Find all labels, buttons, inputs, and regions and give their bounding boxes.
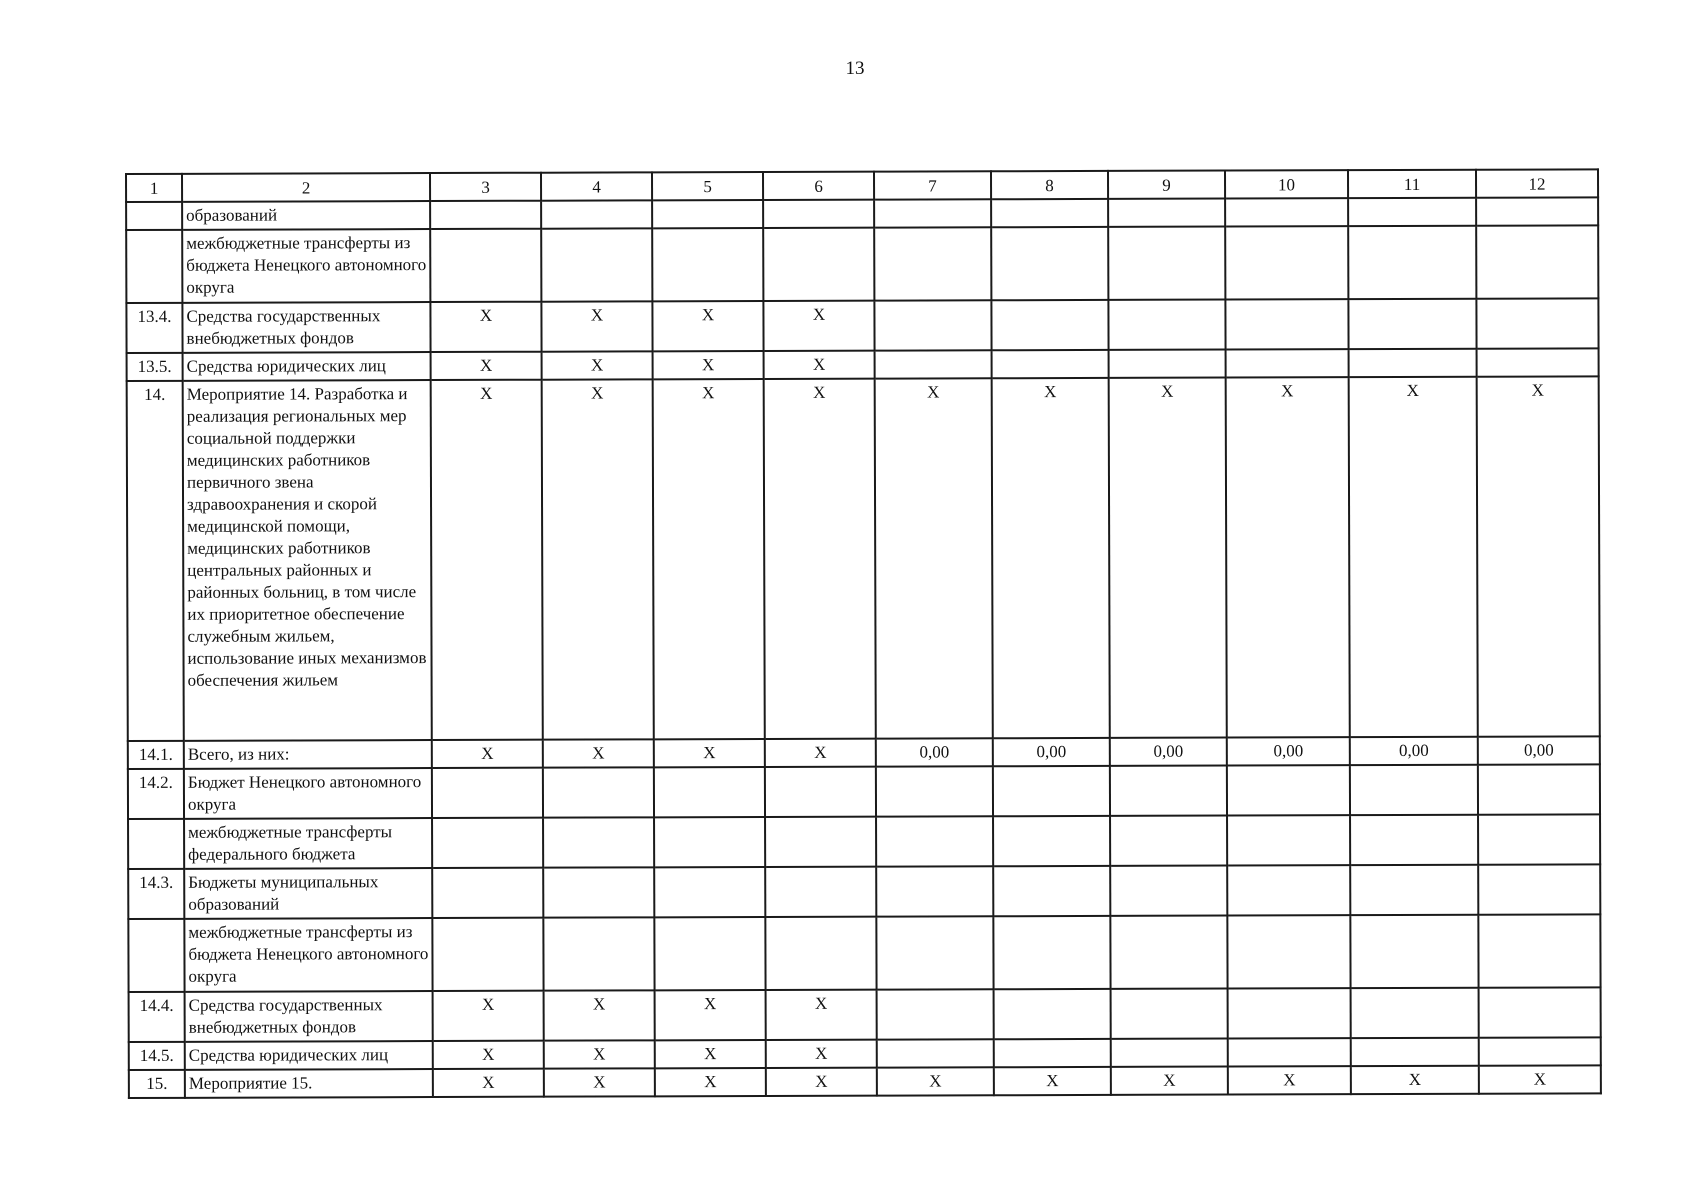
row-number [126, 230, 182, 303]
value-cell [1349, 349, 1477, 377]
value-cell [1478, 864, 1600, 914]
value-cell: X [544, 1040, 655, 1068]
value-cell: 0,00 [876, 738, 993, 766]
value-cell: X [875, 378, 993, 738]
row-number: 14.3. [128, 869, 184, 919]
value-cell [876, 766, 993, 816]
value-cell: X [655, 1040, 766, 1068]
value-cell: X [544, 1068, 655, 1096]
row-name: межбюджетные трансферты федерального бюджета [184, 818, 432, 869]
value-cell: X [543, 739, 654, 767]
value-cell [1348, 226, 1476, 299]
value-cell [543, 817, 654, 867]
value-cell [1110, 766, 1227, 816]
value-cell [876, 916, 993, 989]
value-cell [763, 200, 874, 228]
page-number: 13 [845, 58, 865, 79]
value-cell: X [431, 352, 542, 380]
value-cell [654, 867, 765, 917]
value-cell [652, 228, 763, 301]
value-cell: 0,00 [993, 738, 1110, 766]
value-cell: X [653, 379, 765, 739]
row-number: 13.4. [126, 303, 182, 353]
header-cell: 2 [182, 173, 430, 202]
value-cell [1351, 1038, 1479, 1066]
value-cell [652, 200, 763, 228]
row-name: межбюджетные трансферты из бюджета Ненецкого автономного округа [182, 229, 430, 303]
table-row [129, 1065, 1601, 1098]
value-cell: X [764, 351, 875, 379]
value-cell: X [766, 1040, 877, 1068]
header-cell: 8 [991, 171, 1108, 199]
value-cell [1479, 1037, 1601, 1065]
value-cell: X [432, 740, 543, 768]
row-number: 14.2. [128, 769, 184, 819]
value-cell [1350, 815, 1478, 865]
value-cell: X [994, 1067, 1111, 1095]
value-cell: X [766, 990, 877, 1040]
value-cell [1476, 197, 1598, 225]
row-name: Всего, из них: [184, 740, 432, 769]
value-cell: X [541, 301, 652, 351]
header-cell: 4 [541, 172, 652, 200]
value-cell: 0,00 [1350, 737, 1478, 765]
value-cell [1225, 226, 1348, 299]
value-cell [765, 917, 876, 990]
value-cell: X [654, 739, 765, 767]
value-cell [1228, 988, 1351, 1038]
value-cell [432, 868, 543, 918]
header-cell: 9 [1108, 171, 1225, 199]
row-number [126, 202, 182, 230]
header-cell: 3 [430, 173, 541, 201]
value-cell: X [544, 990, 655, 1040]
value-cell: X [766, 1068, 877, 1096]
value-cell [1478, 914, 1600, 987]
value-cell: X [877, 1067, 994, 1095]
value-cell [1226, 349, 1349, 377]
value-cell: X [1477, 376, 1600, 736]
value-cell [1225, 198, 1348, 226]
value-cell: X [1349, 377, 1478, 737]
value-cell: X [431, 380, 543, 740]
value-cell [1478, 764, 1600, 814]
row-number: 14.1. [128, 741, 184, 769]
value-cell [1227, 765, 1350, 815]
value-cell: X [653, 351, 764, 379]
value-cell [1479, 987, 1601, 1037]
value-cell [1478, 814, 1600, 864]
value-cell [874, 300, 991, 350]
row-number: 14. [127, 381, 184, 741]
value-cell [1350, 865, 1478, 915]
value-cell [765, 817, 876, 867]
value-cell [654, 817, 765, 867]
table-row [129, 987, 1601, 1042]
value-cell [1110, 916, 1227, 989]
header-cell: 12 [1476, 169, 1598, 197]
value-cell [994, 989, 1111, 1039]
value-cell [874, 227, 991, 300]
value-cell [765, 767, 876, 817]
value-cell [1108, 300, 1225, 350]
value-cell [543, 867, 654, 917]
value-cell [1111, 1039, 1228, 1067]
row-number: 14.5. [129, 1042, 185, 1070]
value-cell: X [764, 379, 876, 739]
value-cell [654, 917, 765, 990]
value-cell [876, 816, 993, 866]
row-name: Мероприятие 14. Разработка и реализация региональных мер социальной поддержки медицинских работников первичного звена здравоохранения и скорой медицинской помощи, медицинских работников центральных районных и районных больниц, в том числе их приоритетное обеспечение служебным жильем, использование иных механизмов обеспечения жильем [183, 380, 432, 741]
row-name: Бюджет Ненецкого автономного округа [184, 768, 432, 819]
value-cell: X [433, 1069, 544, 1097]
budget-table [125, 168, 1602, 1099]
row-name: межбюджетные трансферты из бюджета Ненецкого автономного округа [184, 918, 432, 992]
value-cell: X [652, 301, 763, 351]
row-name: Бюджеты муниципальных образований [184, 868, 432, 919]
table-row [128, 914, 1600, 992]
value-cell [1476, 225, 1598, 298]
value-cell [1477, 348, 1599, 376]
value-cell: X [763, 301, 874, 351]
value-cell [1476, 298, 1598, 348]
value-cell: X [1109, 378, 1227, 738]
value-cell [1348, 299, 1476, 349]
row-number: 15. [129, 1070, 185, 1098]
value-cell [993, 816, 1110, 866]
value-cell: X [992, 378, 1110, 738]
value-cell: X [542, 351, 653, 379]
value-cell: X [433, 1041, 544, 1069]
value-cell [1108, 227, 1225, 300]
value-cell [1109, 350, 1226, 378]
value-cell [993, 766, 1110, 816]
value-cell [991, 300, 1108, 350]
value-cell: X [765, 739, 876, 767]
value-cell [1351, 988, 1479, 1038]
value-cell [1227, 865, 1350, 915]
row-name: Средства государственных внебюджетных фондов [182, 302, 430, 353]
table-row [126, 298, 1598, 353]
value-cell [876, 866, 993, 916]
value-cell [1348, 198, 1476, 226]
value-cell [1350, 915, 1478, 988]
value-cell: X [1226, 377, 1350, 737]
row-number: 13.5. [127, 353, 183, 381]
value-cell [1108, 199, 1225, 227]
value-cell: X [655, 1068, 766, 1096]
value-cell [763, 228, 874, 301]
value-cell [543, 917, 654, 990]
value-cell: X [1351, 1066, 1479, 1094]
value-cell [765, 867, 876, 917]
table-row [127, 376, 1600, 741]
value-cell [1227, 815, 1350, 865]
header-cell: 11 [1348, 170, 1476, 198]
value-cell [1350, 765, 1478, 815]
header-cell: 7 [874, 171, 991, 199]
value-cell [994, 1039, 1111, 1067]
row-name: Мероприятие 15. [185, 1069, 433, 1098]
header-cell: 1 [126, 174, 182, 202]
value-cell [543, 767, 654, 817]
row-number [128, 819, 184, 869]
value-cell [432, 768, 543, 818]
value-cell [993, 916, 1110, 989]
value-cell [430, 201, 541, 229]
value-cell [541, 200, 652, 228]
table-row [128, 814, 1600, 869]
value-cell: X [1111, 1067, 1228, 1095]
value-cell: X [1228, 1066, 1351, 1094]
value-cell [1110, 816, 1227, 866]
table-row [128, 864, 1600, 919]
header-cell: 6 [763, 172, 874, 200]
value-cell [541, 228, 652, 301]
value-cell [432, 818, 543, 868]
value-cell [991, 199, 1108, 227]
value-cell [430, 229, 541, 302]
row-name: образований [182, 201, 430, 230]
value-cell [874, 199, 991, 227]
table-row [128, 764, 1600, 819]
value-cell [1110, 866, 1227, 916]
row-name: Средства юридических лиц [185, 1041, 433, 1070]
table-row [126, 225, 1598, 303]
value-cell [1227, 915, 1350, 988]
row-number: 14.4. [129, 992, 185, 1042]
value-cell [432, 918, 543, 991]
value-cell [992, 350, 1109, 378]
value-cell [1228, 1038, 1351, 1066]
row-name: Средства юридических лиц [183, 352, 431, 381]
value-cell: X [542, 379, 654, 739]
value-cell [1225, 299, 1348, 349]
value-cell: X [433, 991, 544, 1041]
value-cell [654, 767, 765, 817]
value-cell: X [1479, 1065, 1601, 1093]
value-cell: X [430, 302, 541, 352]
value-cell: 0,00 [1110, 738, 1227, 766]
value-cell [991, 227, 1108, 300]
value-cell [877, 1039, 994, 1067]
value-cell [1111, 989, 1228, 1039]
row-name: Средства государственных внебюджетных фондов [185, 991, 433, 1042]
value-cell [877, 989, 994, 1039]
header-cell: 10 [1225, 170, 1348, 198]
value-cell: X [655, 990, 766, 1040]
value-cell [875, 350, 992, 378]
value-cell: 0,00 [1478, 736, 1600, 764]
row-number [128, 919, 184, 992]
header-cell: 5 [652, 172, 763, 200]
value-cell: 0,00 [1227, 737, 1350, 765]
value-cell [993, 866, 1110, 916]
